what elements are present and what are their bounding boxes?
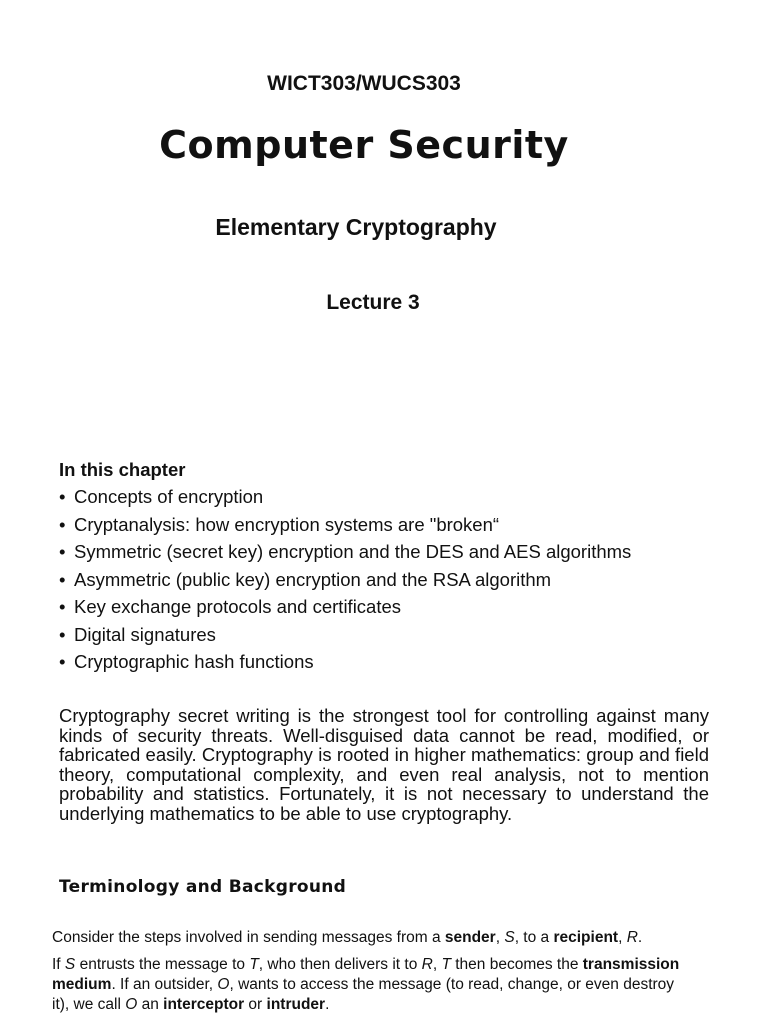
course-code: WICT303/WUCS303 <box>267 72 461 95</box>
bullet-icon: • <box>59 623 66 645</box>
variable-t: T <box>441 956 451 973</box>
list-item-text: Digital signatures <box>74 623 216 645</box>
list-item-text: Cryptanalysis: how encryption systems are "broken“ <box>74 513 500 535</box>
intro-paragraph: Cryptography secret writing is the strongest tool for controlling against many kinds of security threats. Well-disguised data cannot be read, modified, or fabricated easily. Cryptography is rooted in higher mathematics: group and field theory, computational complexity, and even real analysis, not to mention probability and statistics. Fortunately, it is not necessary to understand the underlying mathematics to be able to use cryptography. <box>59 705 709 824</box>
list-item <box>59 538 719 566</box>
term-intruder: intruder <box>266 996 326 1013</box>
list-item <box>59 483 719 511</box>
variable-s: S <box>64 956 76 973</box>
list-item-text: Asymmetric (public key) encryption and the RSA algorithm <box>74 568 552 590</box>
text-run: , who then delivers it to <box>258 956 422 973</box>
bullet-icon: • <box>59 486 66 507</box>
chapter-overview <box>59 457 719 676</box>
document-title: Computer Security <box>159 123 569 167</box>
bullet-icon: • <box>59 568 66 590</box>
list-item-text: Cryptographic hash functions <box>74 651 314 672</box>
text-run: . <box>325 996 330 1013</box>
document-subtitle: Elementary Cryptography <box>215 214 497 240</box>
bullet-icon: • <box>59 541 66 562</box>
term-transmission-medium: transmission medium <box>52 956 680 993</box>
term-sender: sender <box>444 929 496 946</box>
variable-r: R <box>626 929 638 946</box>
variable-t: T <box>249 956 259 973</box>
list-item <box>59 621 719 649</box>
variable-o: O <box>125 996 138 1013</box>
terminology-paragraph-2 <box>52 955 692 1015</box>
bullet-icon: • <box>59 513 66 535</box>
list-item <box>59 593 719 621</box>
variable-r: R <box>421 956 433 973</box>
text-run: an <box>137 996 164 1013</box>
text-run: , wants to access the message (to read, change, or even destroy it), we call <box>52 976 675 1013</box>
text-run: or <box>244 996 267 1013</box>
bullet-icon: • <box>59 651 66 672</box>
terminology-paragraph-1 <box>52 928 692 948</box>
list-item <box>59 648 719 676</box>
bullet-icon: • <box>59 596 66 617</box>
list-item-text: Concepts of encryption <box>74 486 264 507</box>
term-interceptor: interceptor <box>163 996 245 1013</box>
list-item <box>59 511 719 539</box>
text-run: entrusts the message to <box>75 956 250 973</box>
text-run: , <box>495 929 505 946</box>
chapter-heading: In this chapter <box>59 459 186 480</box>
variable-s: S <box>504 929 515 946</box>
section-heading: Terminology and Background <box>59 877 347 897</box>
text-run: , <box>618 929 627 946</box>
text-run: . <box>637 929 643 946</box>
list-item <box>59 566 719 594</box>
list-item-text: Key exchange protocols and certificates <box>74 596 402 617</box>
text-run: , to a <box>514 929 554 946</box>
text-run: If <box>52 956 65 973</box>
term-recipient: recipient <box>553 929 619 946</box>
text-run: Consider the steps involved in sending messages from a <box>52 929 445 946</box>
lecture-number: Lecture 3 <box>326 291 420 314</box>
text-run: . If an outsider, <box>111 976 218 993</box>
list-item-text: Symmetric (secret key) encryption and the DES and AES algorithms <box>74 541 632 562</box>
variable-o: O <box>217 976 230 993</box>
chapter-topic-list <box>59 483 719 676</box>
text-run: , <box>432 956 442 973</box>
text-run: then becomes the <box>450 956 583 973</box>
